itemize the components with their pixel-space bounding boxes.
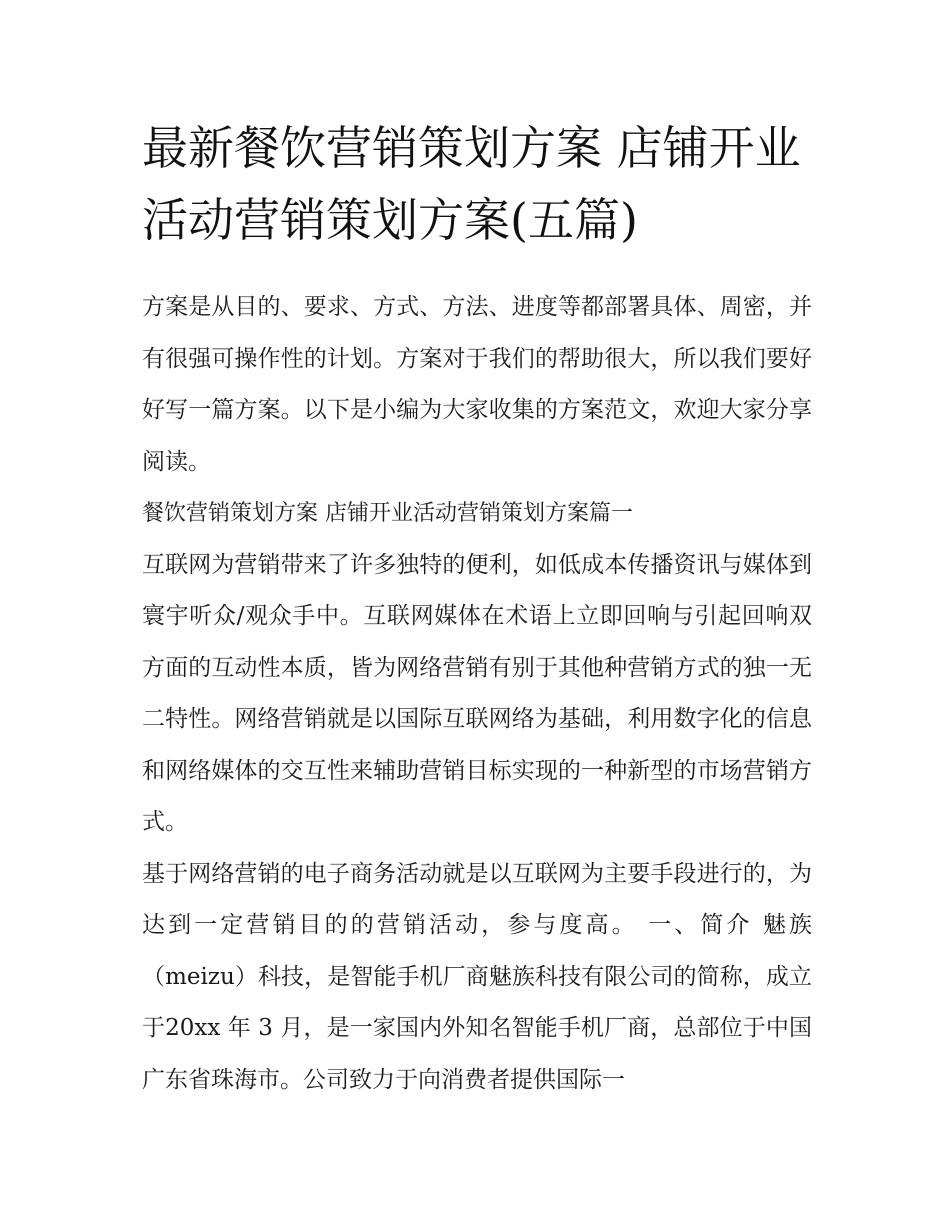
section-heading: 餐饮营销策划方案 店铺开业活动营销策划方案篇一	[142, 501, 633, 526]
body-paragraph: 互联网为营销带来了许多独特的便利，如低成本传播资讯与媒体到寰宇听众/观众手中。互联网媒体在术语上立即回响与引起回响双方面的互动性本质，皆为网络营销有别于其他种营销方式的独一无二特性。网络营销就是以国际互联网络为基础，利用数字化的信息和网络媒体的交互性来辅助营销目标实现的一种新型的市场营销方式。	[142, 551, 812, 835]
document-title: 最新餐饮营销策划方案 店铺开业活动营销策划方案(五篇)	[142, 121, 801, 247]
body-paragraph: 基于网络营销的电子商务活动就是以互联网为主要手段进行的，为达到一定营销目的的营销活动，参与度高。 一、简介 魅族（meizu）科技，是智能手机厂商魅族科技有限公司的简称，成立于20xx 年 3 月，是一家国内外知名智能手机厂商，总部位于中国广东省珠海市。公司致力于向消费者提供国际一	[142, 860, 812, 1093]
document-body	[142, 282, 812, 1106]
intro-paragraph: 方案是从目的、要求、方式、方法、进度等都部署具体、周密，并有很强可操作性的计划。方案对于我们的帮助很大，所以我们要好好写一篇方案。以下是小编为大家收集的方案范文，欢迎大家分享阅读。	[142, 294, 812, 475]
